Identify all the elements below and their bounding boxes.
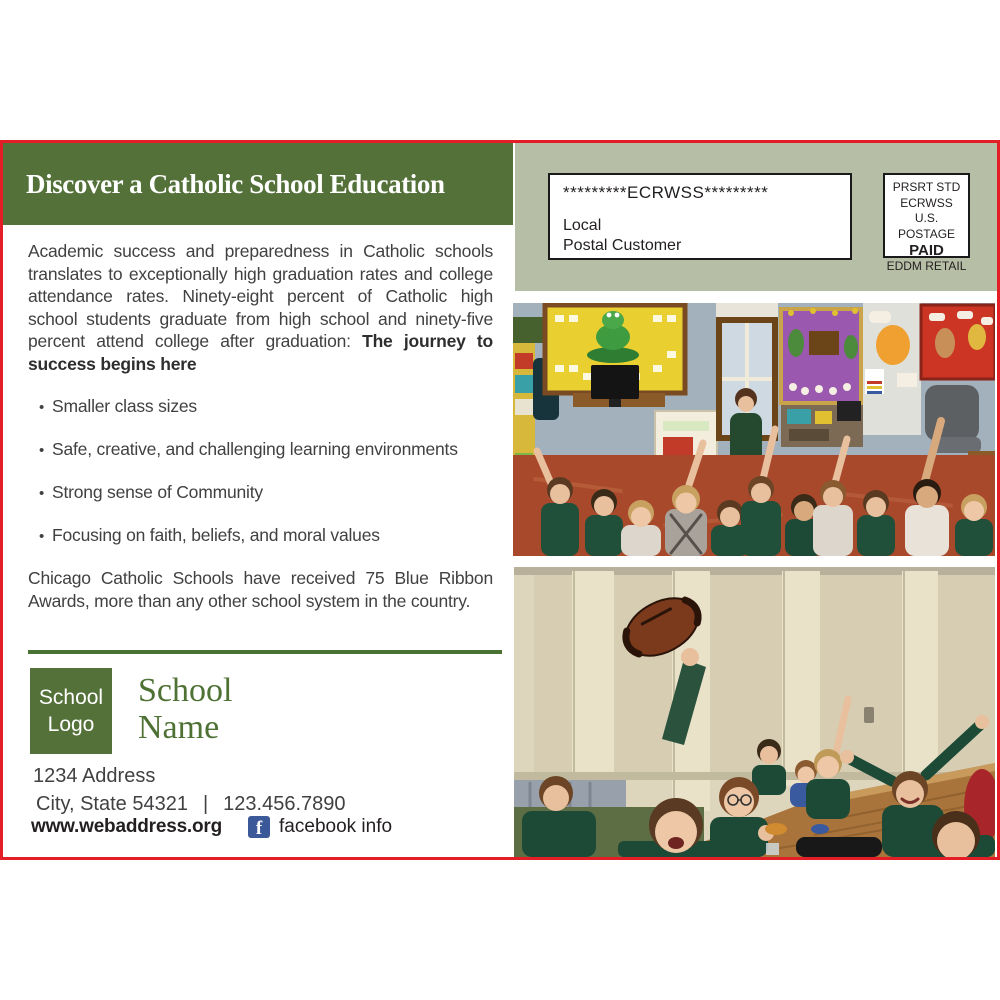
header-bar [3,143,513,225]
phone-number: 123.456.7890 [223,793,346,815]
facebook-icon: f [248,816,270,838]
bullet-icon: • [39,399,45,416]
postage-line: U.S. POSTAGE [897,211,956,241]
facebook-label: facebook info [279,816,393,837]
postage-paid-line: PAID [909,242,944,259]
recipient-line-1: Local [563,217,602,234]
list-item: • Focusing on faith, beliefs, and moral values [39,524,493,548]
mailing-panel [515,143,997,291]
awards-paragraph: Chicago Catholic Schools have received 75 Blue Ribbon Awards, more than any other school system in the country. [28,568,493,611]
website-url: www.webaddress.org [31,816,223,837]
postage-line: ECRWSS [900,195,953,210]
logo-line: Logo [47,713,95,736]
list-item: • Safe, creative, and challenging learning environments [39,438,493,462]
list-item: • Strong sense of Community [39,481,493,505]
intro-paragraph-text: Academic success and preparedness in Catholic schools translates to exceptionally high graduation rates and college attendance rates. Ninety-eight percent of Catholic high school students graduate from high school and ninety-five percent attend college after graduation: [28,241,493,351]
recipient-line-2: Postal Customer [563,237,682,254]
address-line-2 [36,790,346,818]
red-bulletin-board [921,305,995,379]
school-name: School Name [138,672,233,746]
nativity-bulletin-board [781,308,861,403]
list-item: • Smaller class sizes [39,395,493,419]
right-wall-posters [863,303,921,435]
ecrwss-address-box [548,173,852,260]
logo-line: School [38,686,104,709]
address-line-1: 1234 Address [33,765,156,787]
postage-line: EDDM RETAIL [886,259,967,273]
address-block [33,762,346,818]
body-copy [28,240,493,612]
intro-paragraph [28,240,493,375]
city-state: City, State 54321 [36,793,188,815]
benefits-list [28,395,493,548]
school-logo [30,668,112,754]
ecrwss-line: *********ECRWSS********* [563,183,769,202]
bullet-icon: • [39,442,45,459]
intro-paragraph-bold: The journey to success begins here [28,331,493,374]
separator: | [202,793,209,815]
postage-indicia [883,173,970,273]
divider-rule [28,650,502,654]
web-row [31,816,392,838]
bullet-icon: • [39,528,45,545]
bullet-icon: • [39,485,45,502]
postcard [0,140,1000,860]
postage-line: PRSRT STD [892,180,961,194]
classroom-photo [513,303,995,556]
storage-shelf [781,401,863,447]
page-title: Discover a Catholic School Education [26,169,445,199]
students-table-photo [514,567,995,857]
